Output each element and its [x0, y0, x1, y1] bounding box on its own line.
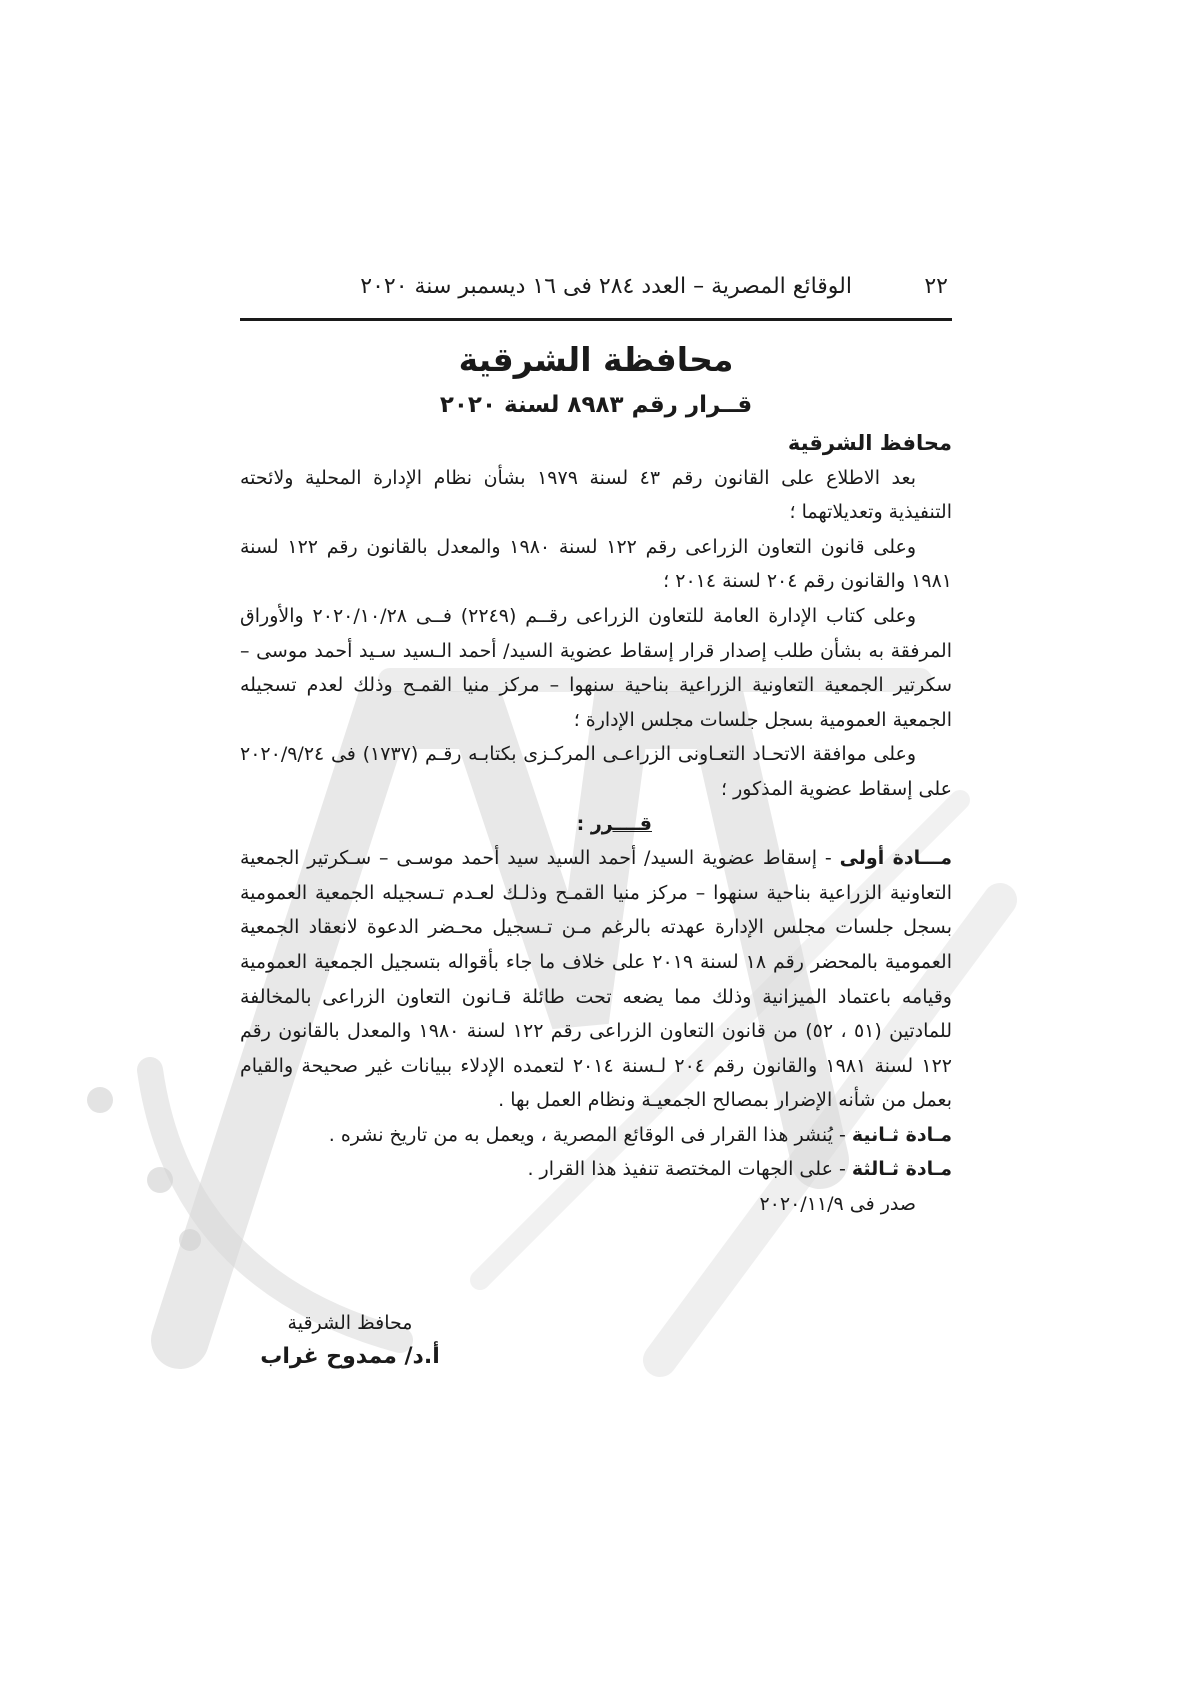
article-3-label: مـادة ثـالثة: [851, 1158, 952, 1181]
issue-date: صدر فى ٢٠٢٠/١١/٩: [759, 1193, 916, 1216]
gazette-header: [240, 270, 952, 321]
article-3: [240, 1152, 952, 1187]
article-2-text: - يُنشر هذا القرار فى الوقائع المصرية ، ويعمل به من تاريخ نشره .: [328, 1123, 852, 1146]
decision-title: قــرار رقم ٨٩٨٣ لسنة ٢٠٢٠: [439, 392, 753, 418]
page-title: محافظة الشرقية: [458, 340, 734, 379]
article-3-text: - على الجهات المختصة تنفيذ هذا القرار .: [527, 1158, 852, 1181]
article-2: [240, 1118, 952, 1153]
preamble-paragraph: بعد الاطلاع على القانون رقم ٤٣ لسنة ١٩٧٩ بشأن نظام الإدارة المحلية ولائحته التنفيذية وتعديلاتهما ؛: [240, 466, 952, 524]
article-1-label: مـــادة أولى: [839, 847, 952, 870]
addressee: محافظ الشرقية: [787, 431, 952, 455]
decree-word: قــــرر: [590, 812, 652, 835]
decision-body: [240, 426, 952, 1222]
article-1: [240, 841, 952, 1118]
article-2-label: مـادة ثـانية: [851, 1123, 952, 1146]
decree-colon: :: [576, 812, 591, 835]
article-1-text: - إسقاط عضوية السيد/ أحمد السيد سيد أحمد موسـى – سـكرتير الجمعية التعاونية الزراعية بناحية سنهوا – مركز منيا القمـح وذلـك لعـدم تـسجيله الجمعية العمومية بسجل جلسات مجلس الإدارة عهدته بالرغم مـن تـسجيل محـضر الدعوة لانعقاد الجمعية العمومية بالمحضر رقم ١٨ لسنة ٢٠١٩ على خلاف ما جاء بأقواله بتسجيل الجمعية العمومية وقيامه باعتماد الميزانية وذلك مما يضعه تحت طائلة قـانون التعاون الزراعى بالمخالفة للمادتين (٥١ ، ٥٢) من قانون التعاون الزراعى رقم ١٢٢ لسنة ١٩٨٠ والمعدل بالقانون رقم ١٢٢ لسنة ١٩٨١ والقانون رقم ٢٠٤ لـسنة ٢٠١٤ لتعمده الإدلاء ببيانات غير صحيحة والقيام بعمل من شأنه الإضرار بمصالح الجمعيـة ونظام العمل بها .: [240, 847, 952, 1112]
signatory-name: أ.د/ ممدوح غراب: [260, 1344, 440, 1369]
decree-heading: [240, 807, 952, 842]
signatory-title: محافظ الشرقية: [287, 1312, 413, 1334]
preamble-paragraph: وعلى موافقة الاتحـاد التعـاونى الزراعـى المركـزى بكتابـه رقـم (١٧٣٧) فى ٢٠٢٠/٩/٢٤ على إسقاط عضوية المذكور ؛: [240, 743, 952, 800]
page-number: ٢٢: [924, 274, 948, 299]
preamble-paragraph: وعلى كتاب الإدارة العامة للتعاون الزراعى رقــم (٢٢٤٩) فــى ٢٠٢٠/١٠/٢٨ والأوراق المرفقة به بشأن طلب إصدار قرار إسقاط عضوية السيد/ أحمد الـسيد سـيد أحمد موسى – سكرتير الجمعية التعاونية الزراعية بناحية سنهوا – مركز منيا القمـح وذلك لعدم تسجيله الجمعية العمومية بسجل جلسات مجلس الإدارة ؛: [240, 604, 952, 731]
signature-block: [240, 1312, 460, 1369]
preamble-paragraph: وعلى قانون التعاون الزراعى رقم ١٢٢ لسنة ١٩٨٠ والمعدل بالقانون رقم ١٢٢ لسنة ١٩٨١ والقانون رقم ٢٠٤ لسنة ٢٠١٤ ؛: [240, 535, 952, 593]
gazette-issue-line: الوقائع المصرية – العدد ٢٨٤ فى ١٦ ديسمبر سنة ٢٠٢٠: [360, 274, 852, 299]
